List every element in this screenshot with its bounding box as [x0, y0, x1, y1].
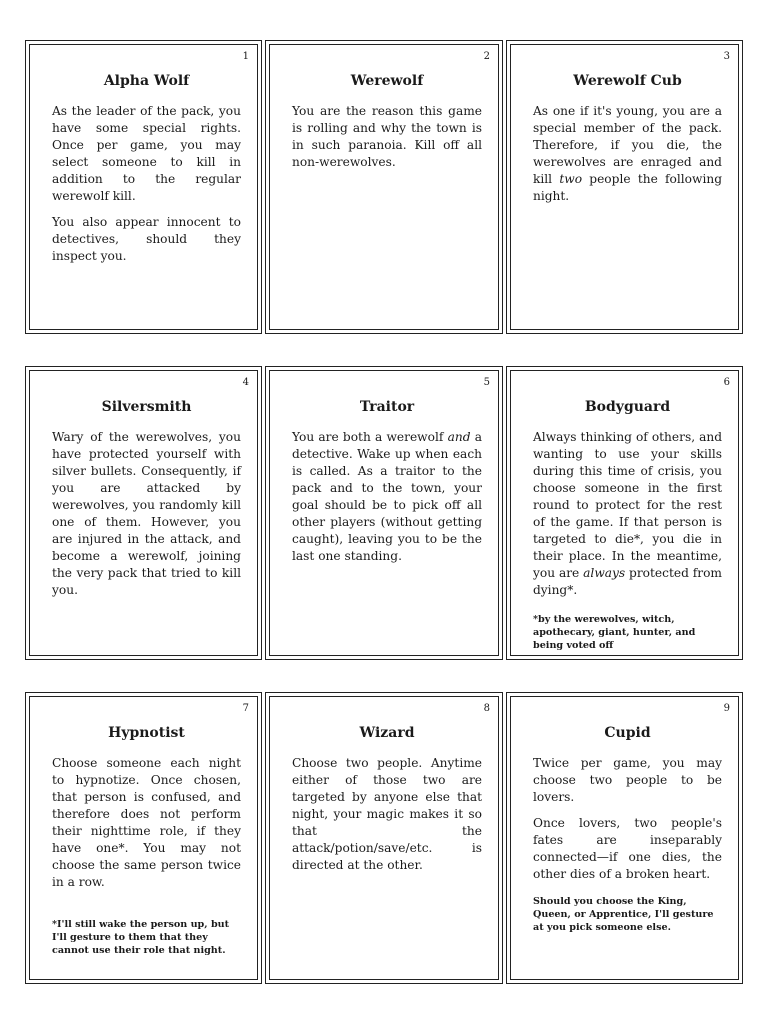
card-number: 7: [242, 703, 249, 714]
card-description: Once lovers, two people's fates are inseparably connected—if one dies, the other dies of a broken heart.: [533, 816, 722, 881]
card-text: protected from dying*.: [533, 566, 722, 597]
card-title: Hypnotist: [108, 725, 185, 741]
role-card-bodyguard: [506, 366, 743, 660]
role-card-wizard: [265, 692, 503, 984]
card-description: Wary of the werewolves, you have protected yourself with silver bullets. Consequently, if you are attacked by werewolves, you randomly kill one of them. However, you are injured in the attack, and become a werewolf, joining the very pack that tried to kill you.: [52, 430, 241, 597]
card-number: 8: [483, 703, 490, 714]
card-text: people the following night.: [533, 172, 722, 203]
card-description: Choose two people. Anytime either of those two are targeted by anyone else that night, your magic makes it so that the attack/potion/save/etc. is directed at the other.: [292, 756, 482, 872]
card-description: [533, 103, 722, 205]
card-frame: [29, 44, 258, 330]
role-card-silversmith: [25, 366, 262, 660]
card-number: 3: [723, 51, 730, 62]
card-text: a detective. Wake up when each is called. As a traitor to the pack and to the town, your goal should be to pick off all other players (without getting caught), leaving you to be the last one standing.: [292, 430, 482, 563]
card-title: Alpha Wolf: [103, 73, 190, 89]
role-card-cupid: [506, 692, 743, 984]
card-frame: [29, 370, 258, 656]
card-description: Choose someone each night to hypnotize. Once chosen, that person is confused, and therefore does not perform their nighttime role, if they have one*. You may not choose the same person twice in a row.: [52, 756, 241, 889]
card-text-emphasis: and: [447, 430, 471, 444]
card-frame: [269, 370, 499, 656]
card-footnote: *I'll still wake the person up, but I'll gesture to them that they cannot use their role that night.: [52, 919, 230, 956]
card-description: [533, 429, 722, 599]
card-number: 2: [483, 51, 490, 62]
card-text-emphasis: two: [559, 172, 583, 186]
card-frame: [29, 696, 258, 980]
role-card-werewolf: [265, 40, 503, 334]
card-number: 6: [723, 377, 730, 388]
card-text: As one if it's young, you are a special member of the pack. Therefore, if you die, the werewolves are enraged and kill: [533, 104, 722, 186]
role-card-alpha-wolf: [25, 40, 262, 334]
card-title: Bodyguard: [584, 399, 671, 415]
card-number: 4: [242, 377, 249, 388]
card-description: You are the reason this game is rolling and why the town is in such paranoia. Kill off all non-werewolves.: [292, 104, 482, 169]
card-title: Silversmith: [101, 399, 192, 415]
card-frame: [269, 696, 499, 980]
card-frame: [510, 370, 739, 656]
card-frame: [510, 44, 739, 330]
card-description: [292, 429, 482, 565]
card-title: Werewolf: [350, 73, 424, 89]
card-footnote: *by the werewolves, witch, apothecary, giant, hunter, and being voted off: [533, 614, 696, 651]
card-text: You are both a werewolf: [292, 430, 444, 444]
card-text: Always thinking of others, and wanting to use your skills during this time of crisis, you choose someone in the first round to protect for the rest of the game. If that person is targeted to die*, you die in their place. In the meantime, you are: [533, 430, 722, 580]
card-number: 5: [483, 377, 490, 388]
card-title: Wizard: [359, 725, 415, 741]
card-frame: [510, 696, 739, 980]
card-frame: [269, 44, 499, 330]
card-number: 1: [242, 51, 249, 62]
role-card-traitor: [265, 366, 503, 660]
card-number: 9: [723, 703, 730, 714]
card-description: As the leader of the pack, you have some special rights. Once per game, you may select someone to kill in addition to the regular werewolf kill.: [52, 104, 241, 203]
card-description: You also appear innocent to detectives, should they inspect you.: [52, 215, 241, 263]
card-description: Twice per game, you may choose two people to be lovers.: [533, 756, 722, 804]
card-title: Werewolf Cub: [573, 73, 682, 89]
role-card-hypnotist: [25, 692, 262, 984]
card-text-emphasis: always: [583, 566, 626, 580]
card-title: Cupid: [604, 725, 651, 741]
role-card-werewolf-cub: [506, 40, 743, 334]
card-title: Traitor: [359, 399, 415, 415]
card-footnote: Should you choose the King, Queen, or Apprentice, I'll gesture at you pick someone else.: [533, 896, 714, 933]
